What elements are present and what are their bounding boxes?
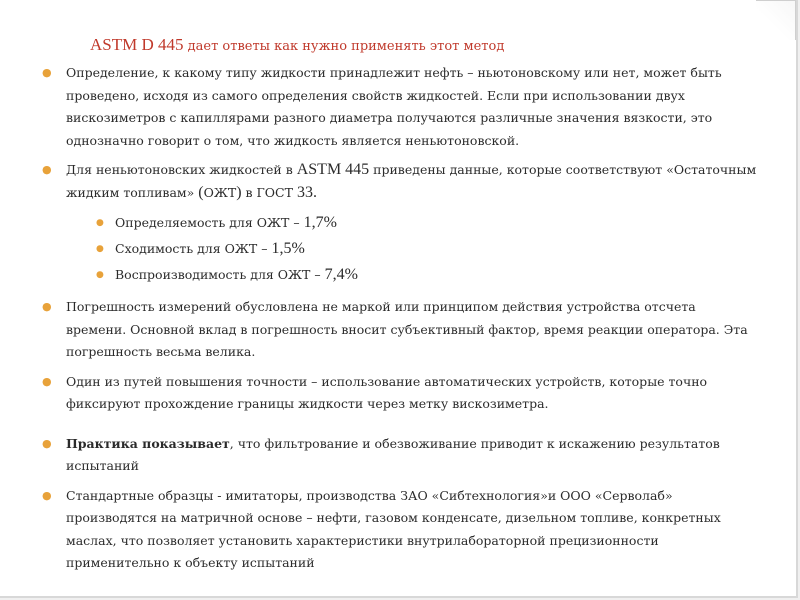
bullet-text-astm: ASTM 445: [296, 161, 370, 178]
bullet-text: Погрешность измерений обусловлена не маркой или принципом действия устройства отсчета времени. Основной вклад в погрешность вносит субъективный фактор, время реакции оператора. Эта погрешность весьма велика.: [66, 299, 748, 359]
bullet-reference-samples: [42, 485, 757, 575]
bullet-practice: [42, 433, 757, 478]
bullet-non-newtonian: [42, 159, 757, 204]
bullet-definition: [42, 62, 757, 152]
paren-close: ): [236, 183, 242, 201]
sub-bullet-determinability: [96, 211, 757, 235]
title-standard: ASTM D 445: [90, 35, 184, 54]
sub-bullet-repeatability: [96, 237, 757, 261]
bullet-text-a: Для неньютоновских жидкостей в: [66, 162, 297, 177]
sub-bullet-label: Определяемость для ОЖТ –: [115, 215, 304, 230]
paren-open: (: [198, 183, 204, 201]
bullet-text-33: 33.: [296, 183, 317, 201]
bullet-automation: [42, 371, 757, 416]
bullet-text: Определение, к какому типу жидкости принадлежит нефть – ньютоновскому или нет, может быть проведено, исходя из самого определения свойств жидкостей. Если при использовании двух вискозиметров с капиллярами разного диаметра получаются различные значения вязкости, это однозначно говорит о том, что жидкость является неньютоновской.: [66, 65, 722, 148]
bullet-text: Стандартные образцы - имитаторы, производства ЗАО «Сибтехнология»и ООО «Серволаб» производятся на матричной основе – нефти, газовом конденсате, дизельном топливе, конкретных маслах, что позволяет установить характеристики внутрилабораторной прецизионности применительно к объекту испытаний: [66, 487, 721, 570]
sub-bullet-value: 7,4%: [324, 266, 358, 283]
sub-bullet-value: 1,5%: [271, 240, 305, 257]
sub-bullet-label: Сходимость для ОЖТ –: [115, 241, 272, 256]
slide-title: [90, 35, 504, 55]
bullet-icon: ●: [42, 436, 52, 450]
bullet-text-ozht: ОЖТ: [203, 184, 237, 200]
bullet-icon: ●: [96, 270, 104, 280]
bullet-icon: ●: [42, 66, 52, 79]
practice-text: , что фильтрование и обезвоживание приводит к искажению результатов испытаний: [66, 435, 720, 473]
spacer: [42, 423, 757, 433]
bullet-measurement-error: [42, 296, 757, 364]
bullet-icon: ●: [42, 163, 52, 176]
bullet-icon: ●: [42, 488, 52, 502]
slide-content: [42, 62, 757, 582]
bullet-icon: ●: [96, 218, 104, 228]
bullet-text-gost: в ГОСТ: [241, 184, 297, 200]
practice-bold-text: Практика показывает: [66, 435, 230, 451]
bullet-icon: ●: [42, 300, 52, 313]
bullet-icon: ●: [96, 244, 104, 254]
sub-bullet-label: Воспроизводимость для ОЖТ –: [115, 267, 325, 282]
sub-bullet-reproducibility: [96, 263, 757, 287]
bullet-icon: ●: [42, 374, 52, 388]
bullet-text-c: приведены данные, которые соответствуют «Остаточным жидким топливам»: [66, 162, 757, 200]
bullet-text: Один из путей повышения точности – использование автоматических устройств, которые точно фиксируют прохождение границы жидкости через метку вискозиметра.: [66, 373, 708, 411]
title-text: дает ответы как нужно применять этот метод: [183, 39, 505, 54]
sub-bullet-value: 1,7%: [303, 214, 337, 231]
page-corner: [756, 0, 796, 40]
